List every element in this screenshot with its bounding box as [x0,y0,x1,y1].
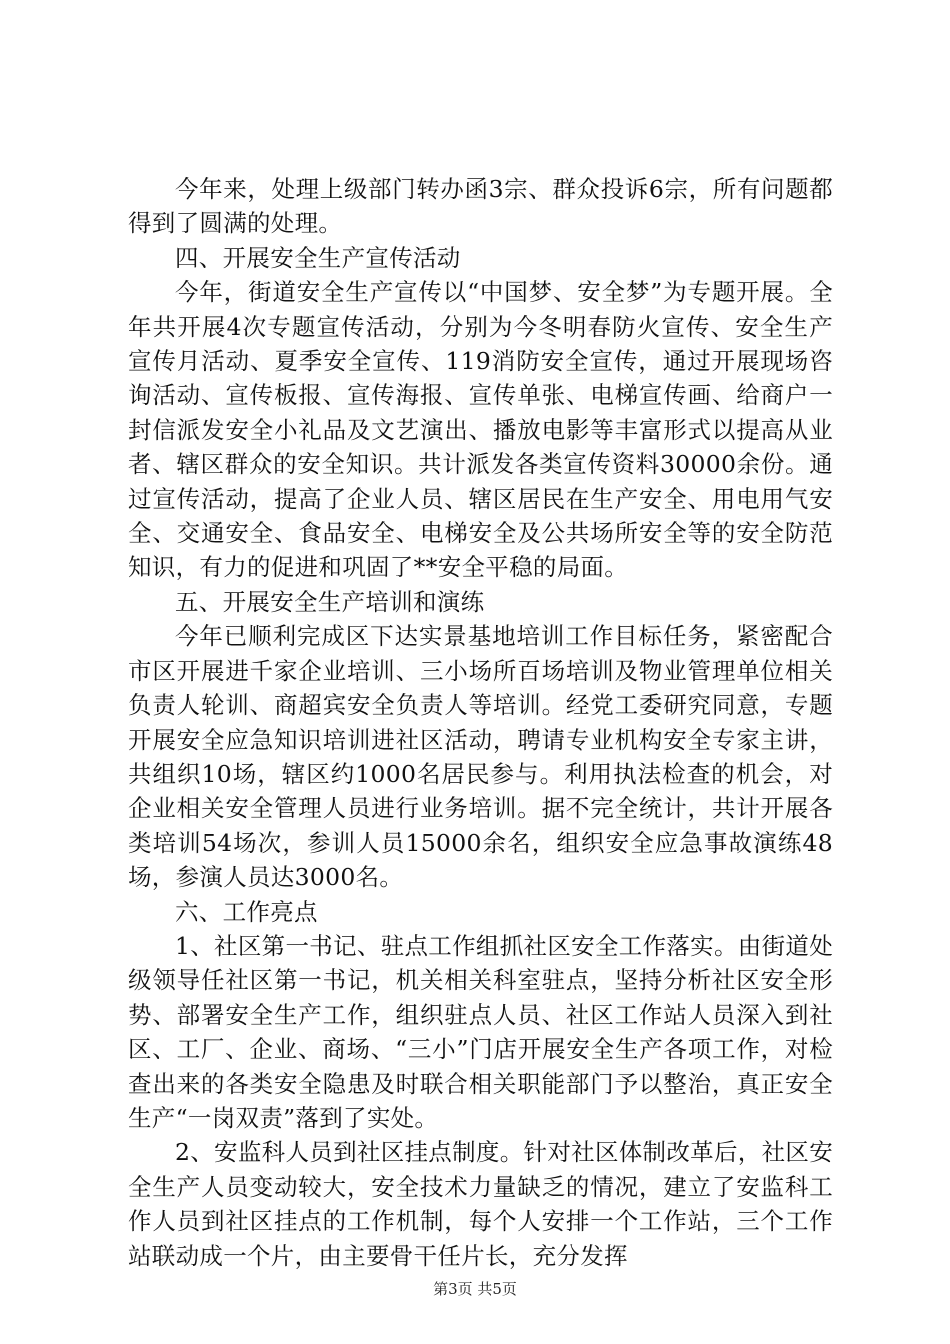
document-body [128,172,833,1273]
heading-training: 五、开展安全生产培训和演练 [175,587,485,616]
paragraph-highlight-1: 1、社区第一书记、驻点工作组抓社区安全工作落实。由街道处级领导任社区第一书记，机关相关科室驻点，坚持分析社区安全形势、部署安全生产工作，组织驻点人员、社区工作站人员深入到社区、工厂、企业、商场、“三小”门店开展安全生产各项工作，对检查出来的各类安全隐患及时联合相关职能部门予以整治，真正安全生产“一岗双责”落到了实处。 [128,931,833,1132]
heading-highlights: 六、工作亮点 [175,897,318,926]
paragraph-highlight-2: 2、安监科人员到社区挂点制度。针对社区体制改革后，社区安全生产人员变动较大，安全技术力量缺乏的情况，建立了安监科工作人员到社区挂点的工作机制，每个人安排一个工作站，三个工作站联动成一个片，由主要骨干任片长，充分发挥 [128,1138,833,1270]
paragraph-complaints: 今年来，处理上级部门转办函3宗、群众投诉6宗，所有问题都得到了圆满的处理。 [128,175,833,238]
paragraph-training: 今年已顺利完成区下达实景基地培训工作目标任务，紧密配合市区开展进千家企业培训、三小场所百场培训及物业管理单位相关负责人轮训、商超宾安全负责人等培训。经党工委研究同意，专题开展安全应急知识培训进社区活动，聘请专业机构安全专家主讲，共组织10场，辖区约1000名居民参与。利用执法检查的机会，对企业相关安全管理人员进行业务培训。据不完全统计，共计开展各类培训54场次，参训人员15000余名，组织安全应急事故演练48场，参演人员达3000名。 [128,622,833,892]
page-footer: 第3页 共5页 [433,1280,517,1298]
paragraph-publicity: 今年，街道安全生产宣传以“中国梦、安全梦”为专题开展。全年共开展4次专题宣传活动，分别为今冬明春防火宣传、安全生产宣传月活动、夏季安全宣传、119消防安全宣传，通过开展现场咨询活动、宣传板报、宣传海报、宣传单张、电梯宣传画、给商户一封信派发安全小礼品及文艺演出、播放电影等丰富形式以提高从业者、辖区群众的安全知识。共计派发各类宣传资料30000余份。通过宣传活动，提高了企业人员、辖区居民在生产安全、用电用气安全、交通安全、食品安全、电梯安全及公共场所安全等的安全防范知识，有力的促进和巩固了**安全平稳的局面。 [128,278,833,582]
heading-publicity: 四、开展安全生产宣传活动 [175,243,461,272]
